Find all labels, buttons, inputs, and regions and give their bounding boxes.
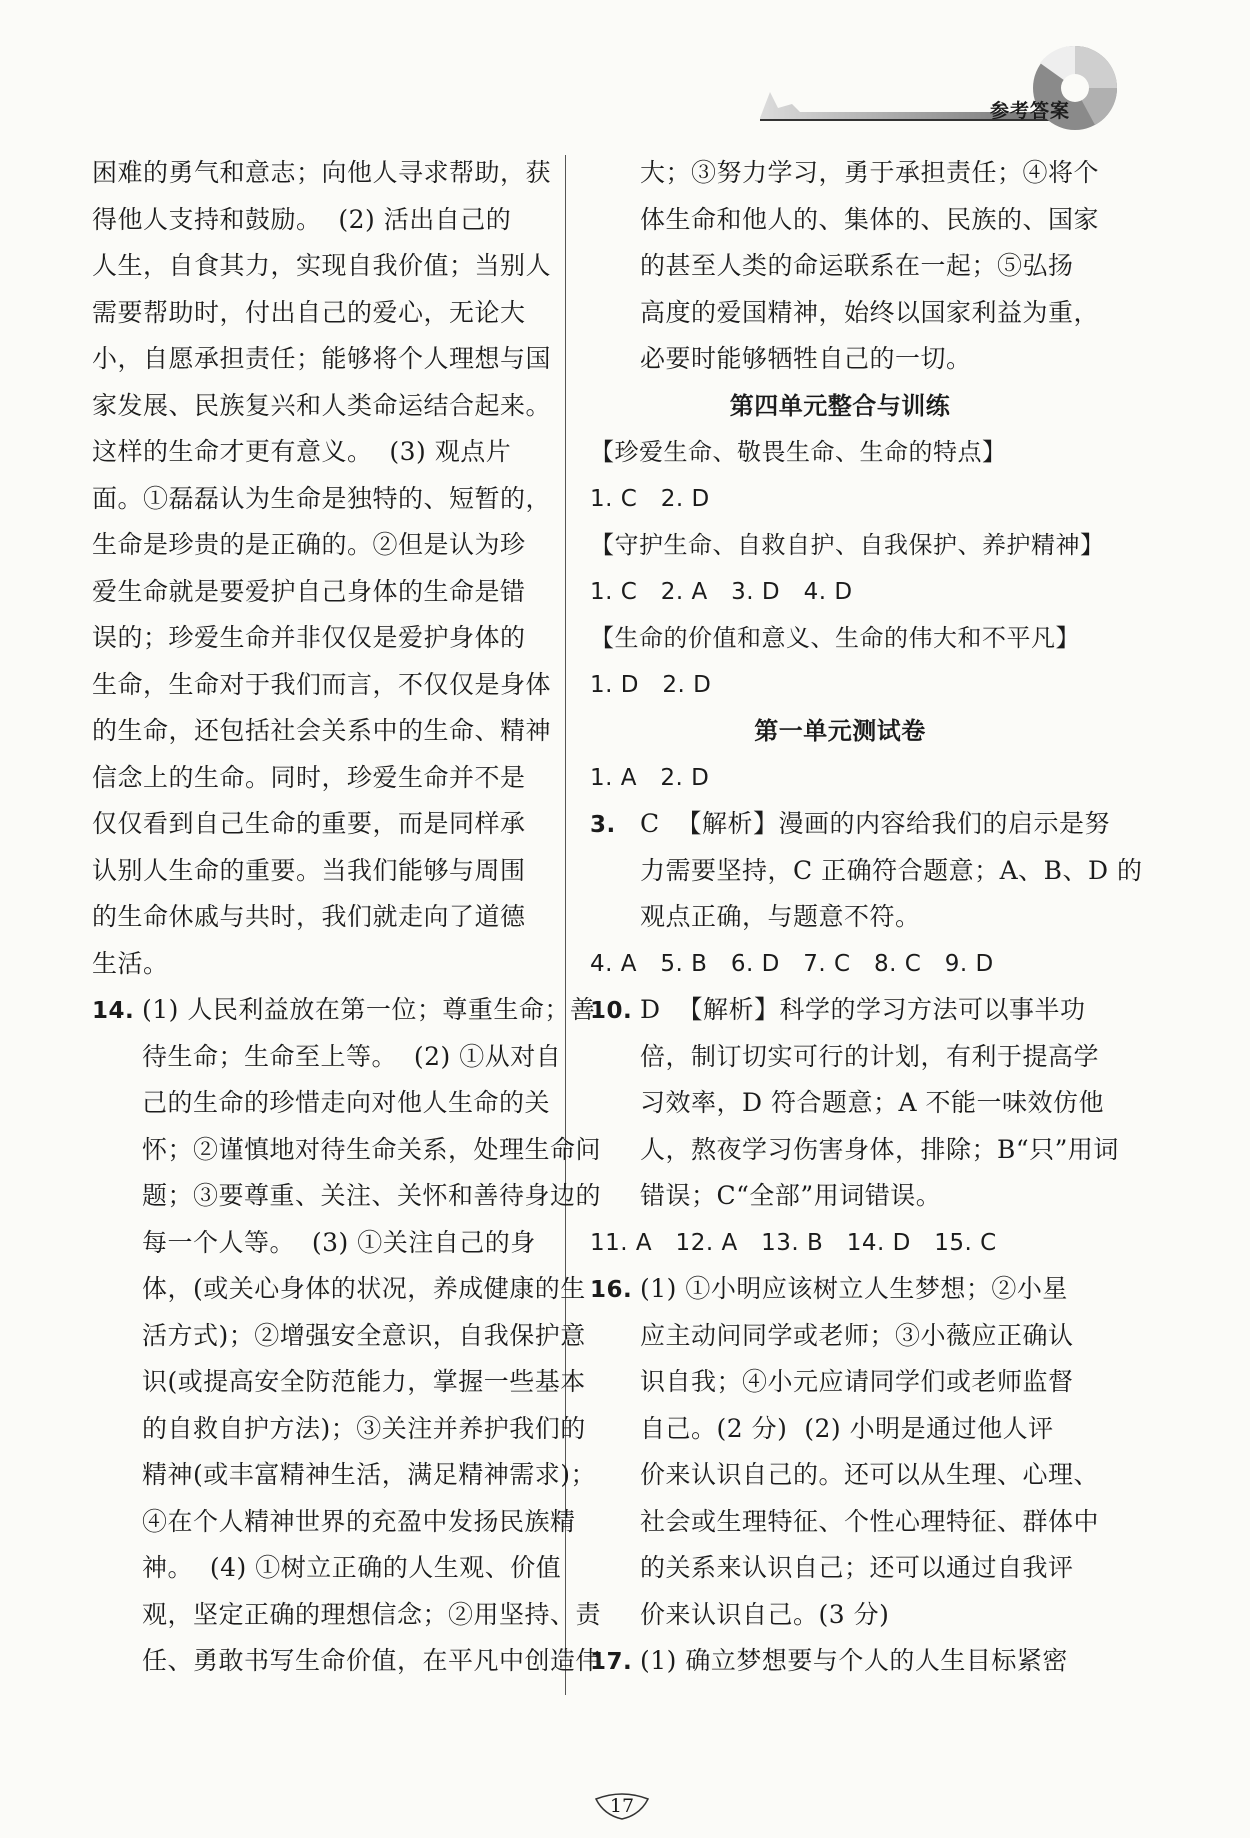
text-line <box>92 1034 562 1081</box>
text-line <box>590 662 1090 709</box>
line-text: 生命，生命对于我们而言，不仅仅是身体 <box>92 669 552 699</box>
line-text: 信念上的生命。同时，珍爱生命并不是 <box>92 762 526 792</box>
text-line <box>92 383 552 430</box>
text-line <box>590 1080 1104 1127</box>
line-text: 题；③要尊重、关注、关怀和善待身边的 <box>142 1181 602 1210</box>
text-line <box>92 569 542 616</box>
text-line <box>92 1173 602 1220</box>
question-number: 17. <box>590 1649 633 1675</box>
text-line <box>92 894 542 941</box>
text-line <box>92 1638 602 1685</box>
text-line <box>590 1359 1090 1406</box>
page-number <box>592 1795 652 1817</box>
line-text: (1) 人民利益放在第一位；尊重生命；善 <box>142 995 596 1024</box>
line-text: 识(或提高安全防范能力，掌握一些基本 <box>142 1367 586 1396</box>
line-text: D 【解析】科学的学习方法可以事半功 <box>640 995 1086 1024</box>
text-line <box>92 848 542 895</box>
line-text: 应主动问同学或老师；③小薇应正确认 <box>640 1320 1074 1350</box>
line-text: 必要时能够牺牲自己的一切。 <box>640 344 972 373</box>
text-line <box>92 336 552 383</box>
line-text: 每一个人等。 (3) ①关注自己的身 <box>142 1227 536 1257</box>
line-text: 自己。(2 分) (2) 小明是通过他人评 <box>640 1413 1054 1443</box>
line-text: 【生命的价值和意义、生命的伟大和不平凡】 <box>590 624 1080 652</box>
text-line <box>590 1638 1090 1685</box>
line-text: 的甚至人类的命运联系在一起；⑤弘扬 <box>640 251 1074 280</box>
line-text: 1. C 2. A 3. D 4. D <box>590 578 853 605</box>
question-number: 10. <box>590 998 633 1024</box>
text-line <box>590 1127 1119 1174</box>
text-line <box>590 848 1143 895</box>
line-text: 仅仅看到自己生命的重要，而是同样承 <box>92 809 526 838</box>
text-line <box>590 941 1090 988</box>
line-text: 习效率，D 符合题意；A 不能一味效仿他 <box>640 1088 1104 1117</box>
line-text: 待生命；生命至上等。 (2) ①从对自 <box>142 1041 562 1071</box>
line-text: (1) 确立梦想要与个人的人生目标紧密 <box>640 1646 1068 1675</box>
page-header <box>0 0 1250 150</box>
line-text: 1. A 2. D <box>590 764 710 791</box>
line-text: 1. D 2. D <box>590 671 712 698</box>
text-line <box>590 1034 1100 1081</box>
text-line <box>590 1452 1100 1499</box>
text-line <box>590 1173 1090 1220</box>
line-text: 体生命和他人的、集体的、民族的、国家 <box>640 204 1100 234</box>
text-line <box>92 522 542 569</box>
text-line <box>590 1266 1090 1313</box>
line-text: 第一单元测试卷 <box>754 717 926 745</box>
text-line <box>590 987 1090 1034</box>
line-text: 4. A 5. B 6. D 7. C 8. C 9. D <box>590 950 994 977</box>
section-heading <box>590 383 1090 430</box>
text-line <box>92 1266 586 1313</box>
text-line <box>92 1313 586 1360</box>
line-text: 这样的生命才更有意义。 (3) 观点片 <box>92 437 512 466</box>
text-line <box>92 1220 542 1267</box>
line-text: 面。①磊磊认为生命是独特的、短暂的， <box>92 483 552 513</box>
topic-heading <box>590 522 1105 569</box>
text-line <box>92 150 552 197</box>
line-text: 【守护生命、自救自护、自我保护、养护精神】 <box>590 531 1105 559</box>
text-line <box>92 987 596 1034</box>
text-line <box>590 1313 1090 1360</box>
line-text: 识自我；④小元应请同学们或老师监督 <box>640 1367 1074 1396</box>
line-text: ④在个人精神世界的充盈中发扬民族精 <box>142 1506 576 1536</box>
line-text: 家发展、民族复兴和人类命运结合起来。 <box>92 390 552 420</box>
line-text: 体，(或关心身体的状况，养成健康的生 <box>142 1274 586 1303</box>
text-line <box>92 941 542 988</box>
line-text: 需要帮助时，付出自己的爱心，无论大 <box>92 297 526 327</box>
line-text: 人，熬夜学习伤害身体，排除；B“只”用词 <box>640 1134 1119 1164</box>
text-line <box>92 1080 551 1127</box>
line-text: 生活。 <box>92 948 169 978</box>
line-text: 怀；②谨慎地对待生命关系，处理生命问 <box>142 1134 602 1164</box>
line-text: 神。 (4) ①树立正确的人生观、价值 <box>142 1553 562 1582</box>
right-column <box>590 150 1143 1685</box>
text-line <box>590 336 1090 383</box>
line-text: C 【解析】漫画的内容给我们的启示是努 <box>640 809 1111 838</box>
text-line <box>92 243 552 290</box>
text-line <box>590 150 1100 197</box>
line-text: 活方式)；②增强安全意识，自我保护意 <box>142 1320 586 1350</box>
text-line <box>590 243 1090 290</box>
line-text: 第四单元整合与训练 <box>729 391 951 420</box>
question-number: 3. <box>590 812 616 838</box>
line-text: 的生命，还包括社会关系中的生命、精神 <box>92 716 552 745</box>
line-text: 误的；珍爱生命并非仅仅是爱护身体的 <box>92 623 526 652</box>
line-text: 力需要坚持，C 正确符合题意；A、B、D 的 <box>640 855 1143 885</box>
text-line <box>92 1499 576 1546</box>
text-line <box>92 476 552 523</box>
question-number: 16. <box>590 1277 633 1303</box>
line-text: 大；③努力学习，勇于承担责任；④将个 <box>640 158 1100 187</box>
topic-heading <box>590 429 1090 476</box>
line-text: 社会或生理特征、个性心理特征、群体中 <box>640 1506 1100 1536</box>
line-text: 爱生命就是要爱护自己身体的生命是错 <box>92 576 526 606</box>
text-line <box>590 290 1100 337</box>
text-line <box>590 894 1090 941</box>
text-line <box>92 1127 602 1174</box>
text-line <box>92 1592 602 1639</box>
text-line <box>590 197 1100 244</box>
line-text: 认别人生命的重要。当我们能够与周围 <box>92 855 526 885</box>
line-text: 的关系来认识自己；还可以通过自我评 <box>640 1553 1074 1582</box>
line-text: 生命是珍贵的是正确的。②但是认为珍 <box>92 530 526 559</box>
line-text: 【珍爱生命、敬畏生命、生命的特点】 <box>590 438 1007 466</box>
text-line <box>92 662 552 709</box>
topic-heading <box>590 615 1090 662</box>
header-label: 参考答案 <box>990 100 1071 122</box>
text-line <box>590 1220 1090 1267</box>
line-text: 高度的爱国精神，始终以国家利益为重， <box>640 297 1100 327</box>
line-text: 困难的勇气和意志；向他人寻求帮助，获 <box>92 158 552 187</box>
text-line <box>92 429 542 476</box>
text-line <box>590 755 1090 802</box>
line-text: 观，坚定正确的理想信念；②用坚持、责 <box>142 1599 602 1629</box>
text-line <box>92 708 552 755</box>
page-number-text: 17 <box>609 1795 635 1817</box>
text-line <box>590 1499 1100 1546</box>
text-line <box>590 1406 1090 1453</box>
text-line <box>92 1406 586 1453</box>
text-line <box>92 801 542 848</box>
line-text: 1. C 2. D <box>590 485 710 512</box>
text-line <box>590 1592 1090 1639</box>
line-text: 观点正确，与题意不符。 <box>640 902 921 931</box>
text-line <box>92 1545 562 1592</box>
header-ornament-icon <box>0 0 1250 150</box>
left-column <box>92 150 602 1685</box>
text-line <box>590 476 1090 523</box>
text-line <box>92 197 542 244</box>
line-text: 错误；C“全部”用词错误。 <box>640 1181 942 1210</box>
line-text: 人生，自食其力，实现自我价值；当别人 <box>92 251 552 280</box>
text-line <box>92 1452 597 1499</box>
text-line <box>92 755 542 802</box>
line-text: 价来认识自己的。还可以从生理、心理、 <box>640 1460 1100 1489</box>
question-number: 14. <box>92 998 135 1024</box>
text-line <box>92 290 542 337</box>
section-heading <box>590 708 1090 755</box>
line-text: (1) ①小明应该树立人生梦想；②小星 <box>640 1274 1068 1303</box>
line-text: 任、勇敢书写生命价值，在平凡中创造伟 <box>142 1646 602 1675</box>
text-line <box>590 569 1090 616</box>
text-line <box>92 1359 586 1406</box>
line-text: 的生命休戚与共时，我们就走向了道德 <box>92 902 526 931</box>
line-text: 精神(或丰富精神生活，满足精神需求)； <box>142 1460 597 1489</box>
line-text: 得他人支持和鼓励。 (2) 活出自己的 <box>92 204 512 234</box>
line-text: 价来认识自己。(3 分) <box>640 1599 890 1629</box>
line-text: 己的生命的珍惜走向对他人生命的关 <box>142 1088 551 1117</box>
text-line <box>92 615 542 662</box>
line-text: 11. A 12. A 13. B 14. D 15. C <box>590 1229 997 1256</box>
text-line <box>590 1545 1090 1592</box>
line-text: 小，自愿承担责任；能够将个人理想与国 <box>92 344 552 373</box>
line-text: 倍，制订切实可行的计划，有利于提高学 <box>640 1041 1100 1071</box>
text-line <box>590 801 1111 848</box>
line-text: 的自救自护方法)；③关注并养护我们的 <box>142 1413 586 1443</box>
